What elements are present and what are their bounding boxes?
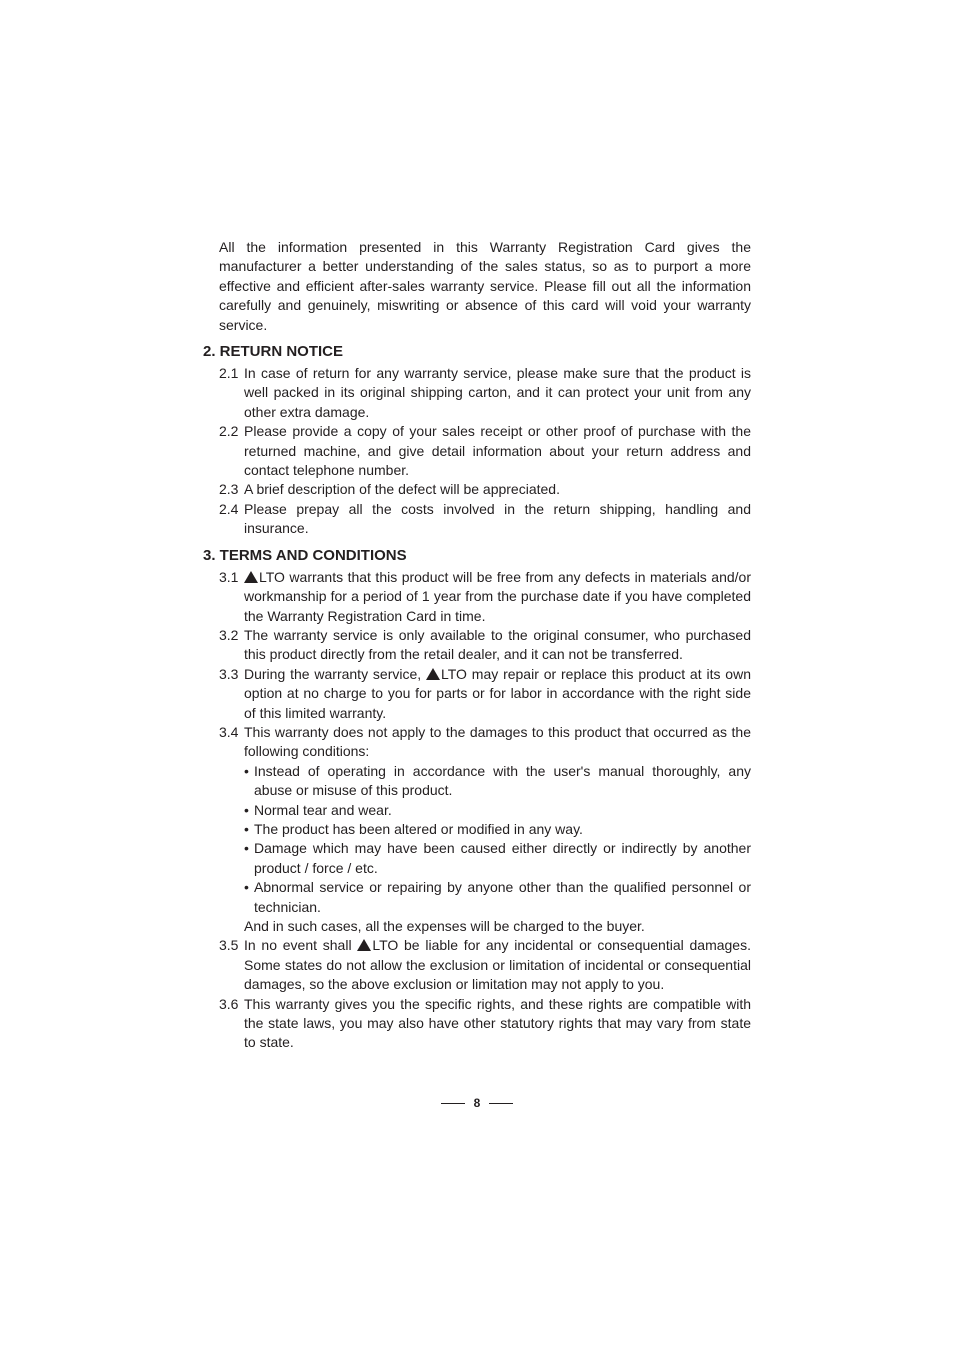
item-number: 3.4	[219, 723, 239, 740]
bullet-item	[244, 820, 751, 839]
bullet-icon: •	[244, 762, 249, 779]
brand-name: LTO	[259, 568, 285, 585]
list-item	[219, 995, 751, 1053]
item-number: 3.3	[219, 665, 239, 682]
item-text: Please provide a copy of your sales receipt or other proof of purchase with the returned machine, and give detail information about your return address and contact telephone number.	[244, 423, 751, 479]
terms-heading: 3. TERMS AND CONDITIONS	[203, 546, 407, 564]
list-item	[219, 665, 751, 723]
bullet-text: Instead of operating in accordance with the user's manual thoroughly, any abuse or misuse of this product.	[254, 762, 751, 799]
footer-rule-left	[441, 1103, 465, 1104]
item-number: 3.1	[219, 568, 239, 585]
bullet-item	[244, 878, 751, 917]
item-number: 2.3	[219, 481, 239, 498]
list-item	[219, 422, 751, 480]
item-number: 3.2	[219, 626, 239, 643]
item-number: 3.5	[219, 937, 239, 954]
bullet-text: The product has been altered or modified in any way.	[254, 820, 583, 837]
item-text	[244, 723, 751, 936]
brand-name: LTO	[372, 937, 399, 954]
item-number: 3.6	[219, 995, 239, 1012]
item-text-after: And in such cases, all the expenses will be charged to the buyer.	[244, 918, 645, 934]
item-number: 2.4	[219, 500, 239, 517]
item-text-body: warrants that this product will be free from any defects in materials and/or workmanship for a period of 1 year from the purchase date if you have completed the Warranty Registration Card in time.	[244, 568, 751, 624]
bullet-icon: •	[244, 801, 249, 818]
item-text: A brief description of the defect will be appreciated.	[244, 481, 560, 498]
bullet-icon: •	[244, 840, 249, 857]
item-text: This warranty gives you the specific rights, and these rights are compatible with the state laws, you may also have other statutory rights that may vary from state to state.	[244, 995, 751, 1051]
page-number: 8	[473, 1096, 481, 1110]
list-item	[219, 723, 751, 936]
return-notice-heading: 2. RETURN NOTICE	[203, 343, 344, 361]
bullet-item	[244, 839, 751, 878]
item-text: The warranty service is only available to the original consumer, who purchased this product directly from the retail dealer, and it can not be transferred.	[244, 626, 751, 663]
footer-rule-right	[489, 1103, 513, 1104]
bullet-text: Damage which may have been caused either directly or indirectly by another product / force / etc.	[254, 840, 751, 876]
list-item	[219, 500, 751, 539]
item-text	[244, 665, 751, 723]
list-item	[219, 626, 751, 665]
bullet-icon: •	[244, 879, 249, 896]
bullet-text: Normal tear and wear.	[254, 801, 392, 818]
bullet-item	[244, 801, 751, 820]
item-number: 2.2	[219, 423, 239, 440]
item-number: 2.1	[219, 365, 239, 382]
item-text: In case of return for any warranty service, please make sure that the product is well packed in its original shipping carton, and it can protect your unit from any other extra damage.	[244, 365, 751, 420]
bullet-icon: •	[244, 820, 249, 837]
alto-logo-triangle-icon	[244, 571, 258, 583]
item-text-pre: In no event shall	[244, 937, 358, 954]
item-text-pre: During the warranty service,	[244, 665, 426, 682]
item-text: Please prepay all the costs involved in the return shipping, handling and insurance.	[244, 500, 751, 537]
item-text-body: be liable for any incidental or consequential damages. Some states do not allow the exclusion or limitation of incidental or consequential damages, so the above exclusion or limitation may not apply to you.	[244, 937, 751, 993]
list-item	[219, 364, 751, 422]
item-text-body: may repair or replace this product at its own option at no charge to you for parts or for labor in accordance with the right side of this limited warranty.	[244, 665, 751, 721]
item-text	[244, 936, 751, 994]
list-item	[219, 936, 751, 994]
brand-name: LTO	[441, 665, 467, 682]
alto-logo-triangle-icon	[426, 668, 440, 680]
list-item	[219, 480, 751, 499]
alto-logo-triangle-icon	[357, 939, 371, 951]
page-footer	[0, 1096, 954, 1110]
intro-paragraph: All the information presented in this Warranty Registration Card gives the manufacturer a better understanding of the sales status, so as to purport a more effective and efficient after-sales warranty service. Please fill out all the information carefully and genuinely, miswriting or absence of this card will void your warranty service.	[219, 239, 751, 333]
list-item	[219, 568, 751, 626]
bullet-item	[244, 762, 751, 801]
bullet-text: Abnormal service or repairing by anyone other than the qualified personnel or technician.	[254, 879, 751, 915]
item-text-body: This warranty does not apply to the damages to this product that occurred as the following conditions:	[244, 723, 751, 760]
item-text	[244, 568, 751, 626]
document-body	[203, 238, 751, 1053]
